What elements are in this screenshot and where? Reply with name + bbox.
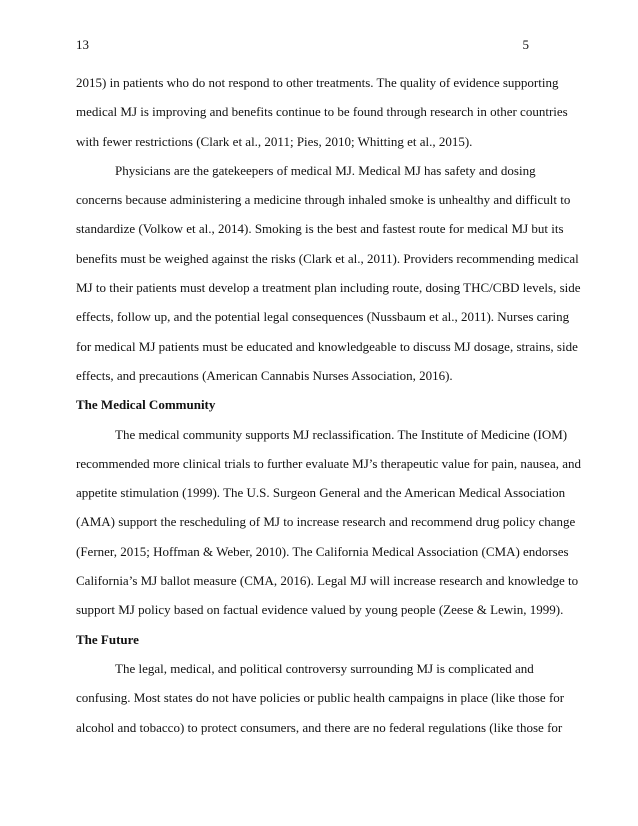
text-line: alcohol and tobacco) to protect consumers, and there are no federal regulations (like those for [76,719,563,735]
text-line: with fewer restrictions (Clark et al., 2011; Pies, 2010; Whitting et al., 2015). [76,133,473,149]
paragraph-start-line: The medical community supports MJ reclassification. The Institute of Medicine (IOM) [115,426,568,442]
text-line: for medical MJ patients must be educated and knowledgeable to discuss MJ dosage, strains, side [76,338,578,354]
text-line: (AMA) support the rescheduling of MJ to increase research and recommend drug policy change [76,514,576,530]
text-line: effects, and precautions (American Cannabis Nurses Association, 2016). [76,367,453,383]
text-line: concerns because administering a medicine through inhaled smoke is unhealthy and difficult to [76,192,571,208]
text-line: benefits must be weighed against the risks (Clark et al., 2011). Providers recommending medical [76,250,579,266]
paragraph-start-line: Physicians are the gatekeepers of medical MJ. Medical MJ has safety and dosing [115,162,536,178]
running-head: 13 [76,37,89,52]
text-line: MJ to their patients must develop a treatment plan including route, dosing THC/CBD levels, side [76,280,581,296]
page-number: 5 [522,37,529,52]
section-heading-medical-community: The Medical Community [76,397,216,413]
text-line: confusing. Most states do not have policies or public health campaigns in place (like those for [76,690,565,706]
text-line: support MJ policy based on factual evidence valued by young people (Zeese & Lewin, 1999). [76,602,564,618]
body-text [76,68,581,742]
paragraph-start-line: The legal, medical, and political controversy surrounding MJ is complicated and [115,660,534,676]
text-line: medical MJ is improving and benefits continue to be found through research in other countries [76,104,568,120]
text-line: effects, follow up, and the potential legal consequences (Nussbaum et al., 2011). Nurses caring [76,309,570,325]
section-heading-future: The Future [76,631,139,647]
text-line: standardize (Volkow et al., 2014). Smoking is the best and fastest route for medical MJ but its [76,221,564,237]
text-line: (Ferner, 2015; Hoffman & Weber, 2010). The California Medical Association (CMA) endorses [76,543,569,559]
text-line: appetite stimulation (1999). The U.S. Surgeon General and the American Medical Association [76,485,566,501]
text-line: California’s MJ ballot measure (CMA, 2016). Legal MJ will increase research and knowledge to [76,573,579,589]
text-line: recommended more clinical trials to further evaluate MJ’s therapeutic value for pain, nausea, and [76,455,581,471]
text-line: 2015) in patients who do not respond to other treatments. The quality of evidence supporting [76,75,559,90]
